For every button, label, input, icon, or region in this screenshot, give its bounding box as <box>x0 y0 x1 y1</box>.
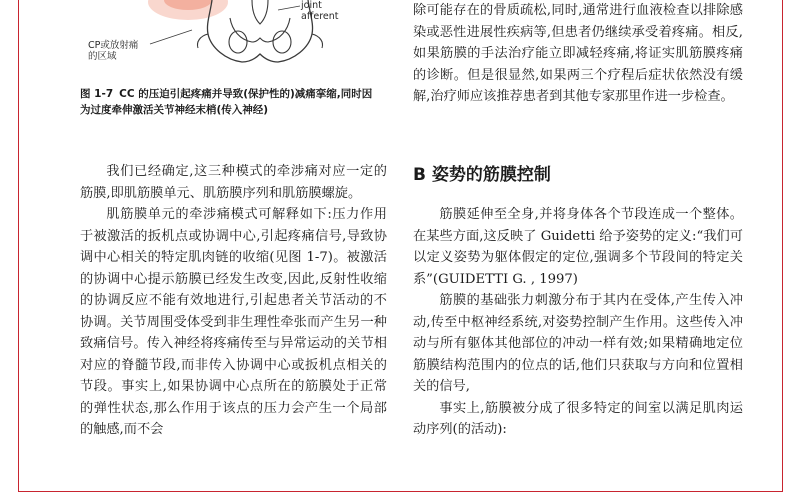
section-heading: B 姿势的筋膜控制 <box>413 165 551 185</box>
right-paragraph-2: 筋膜的基础张力刺激分布于其内在受体,产生传入冲动,传至中枢神经系统,对姿势控制产生作用。这些传入冲动与所有躯体其他部位的冲动一样有效;如果精确地定位筋膜结构范围内的位点的话,他们只获取与方向和位置相关的信号, <box>413 293 743 394</box>
figure-pelvis <box>80 0 390 82</box>
figure-label-cp-line2: 的区域 <box>88 51 117 62</box>
right-top-paragraph: 除可能存在的骨质疏松,同时,通常进行血液检查以排除感染或恶性进展性疾病等,但患者仍继续承受着疼痛。相反,如果筋膜的手法治疗能立即减轻疼痛,将证实肌筋膜疼痛的诊断。但是很显然,如果两三个疗程后症状依然没有缓解,治疗师应该推荐患者到其他专家那里作进一步检查。 <box>413 3 743 104</box>
figure-label-afferent <box>301 0 361 22</box>
left-paragraph-2: 肌筋膜单元的牵涉痛模式可解释如下:压力作用于被激活的扳机点或协调中心,引起疼痛信号,导致协调中心相关的特定肌肉链的收缩(见图 1-7)。被激活的协调中心提示筋膜已经发生改变,因此,反射性收缩的协调反应不能有效地进行,引起患者关节活动的不协调。关节周围受体受到非生理性牵张而产生另一种致痛信号。传入神经将疼痛传至与异常运动的关节相对应的脊髓节段,而非传入协调中心或扳机点相关的节段。事实上,如果协调中心点所在的筋膜处于正常的弹性状态,那么作用于该点的压力会产生一个局部的触感,而不会 <box>80 207 387 437</box>
figure-label-afferent-line2: afferent <box>301 11 339 22</box>
figure-caption-number: 图 1-7 <box>80 88 114 100</box>
figure-label-afferent-line1: joint <box>301 0 322 11</box>
figure-caption <box>80 86 380 118</box>
left-body-text <box>80 161 387 441</box>
left-paragraph-1: 我们已经确定,这三种模式的牵涉痛对应一定的筋膜,即肌筋膜单元、肌筋膜序列和肌筋膜螺旋。 <box>80 164 387 201</box>
right-bottom-text <box>413 204 743 441</box>
figure-label-cp-line1: CP或放射痛 <box>88 40 139 51</box>
right-paragraph-1: 筋膜延伸至全身,并将身体各个节段连成一个整体。在某些方面,这反映了 Guidetti 给予姿势的定义:“我们可以定义姿势为躯体假定的定位,强调多个节段间的特定关系”(GUIDETTI G. , 1997) <box>413 207 743 287</box>
figure-label-cp <box>88 40 148 62</box>
figure-caption-text: CC 的压迫引起疼痛并导致(保护性的)减痛挛缩,同时因为过度牵伸激活关节神经末梢(传入神经) <box>80 88 373 116</box>
left-column <box>80 0 390 492</box>
right-top-text <box>413 0 743 108</box>
right-column <box>413 0 743 492</box>
right-paragraph-3: 事实上,筋膜被分成了很多特定的间室以满足肌肉运动序列(的活动): <box>413 400 743 437</box>
